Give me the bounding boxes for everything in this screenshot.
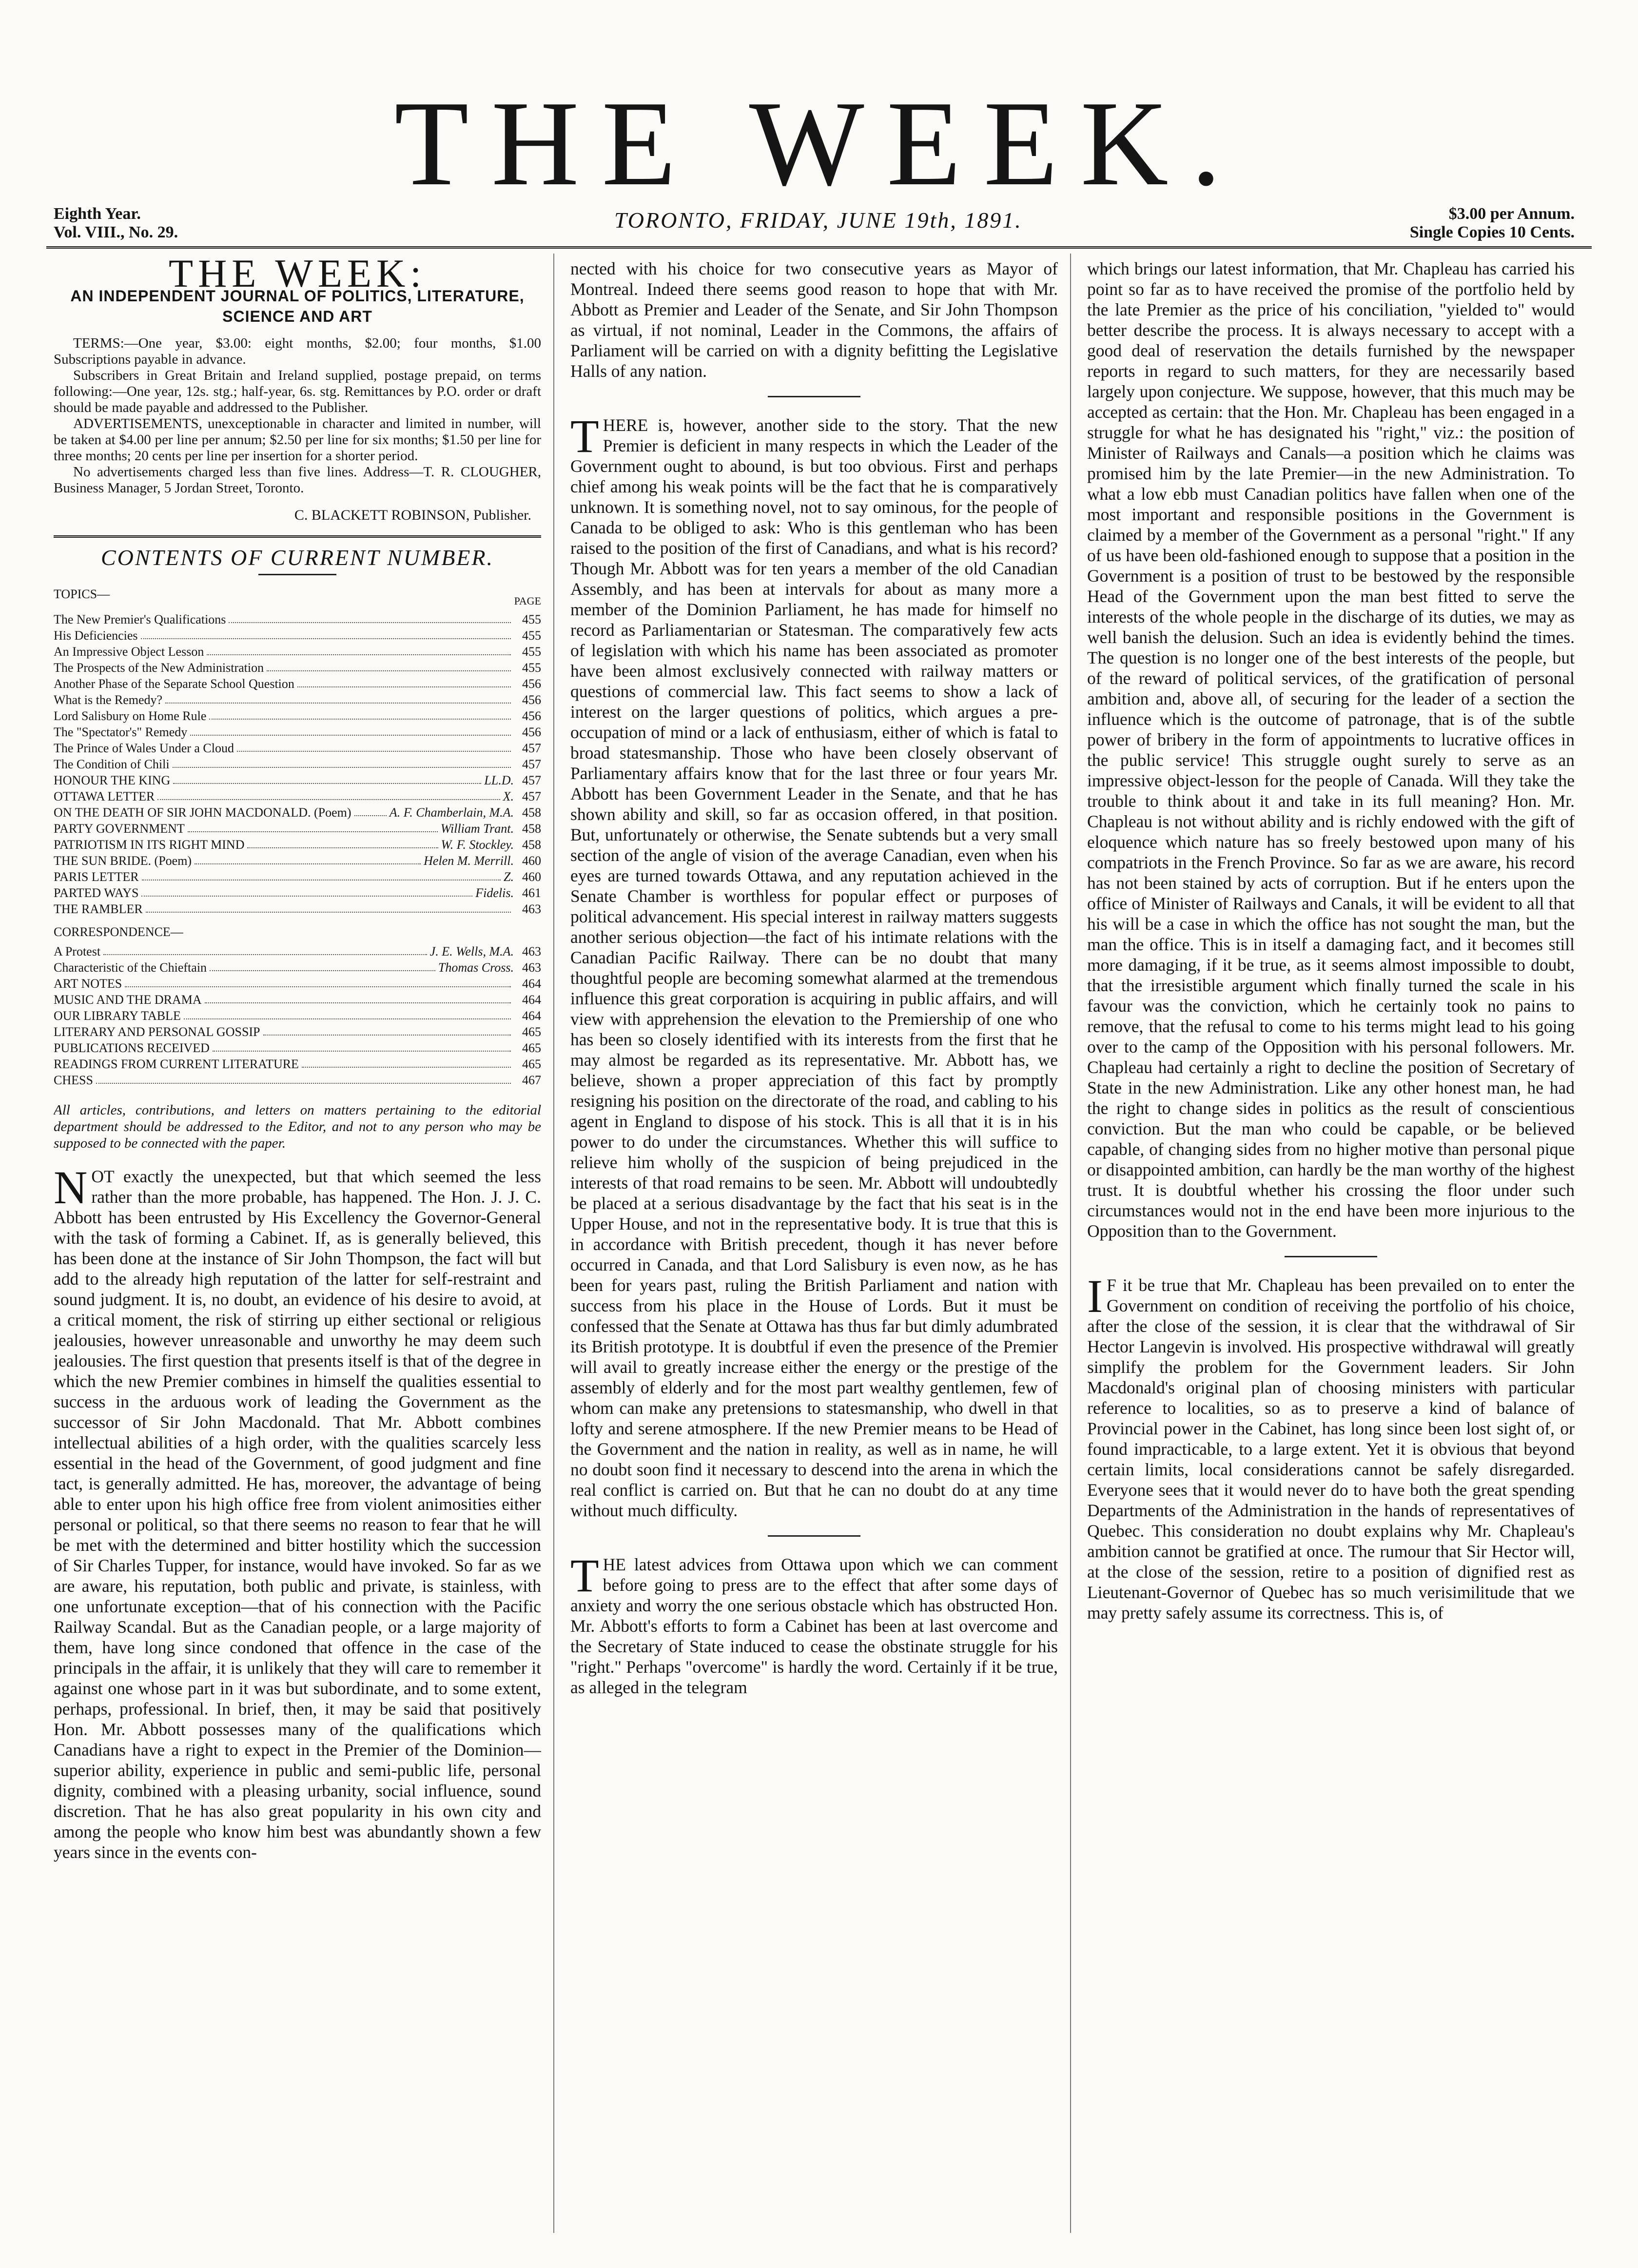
toc-leader-dots	[207, 644, 511, 655]
volume-line: Vol. VIII., No. 29.	[54, 223, 178, 241]
toc-title: Lord Salisbury on Home Rule	[54, 709, 207, 723]
price-line: $3.00 per Annum.	[1448, 205, 1575, 223]
toc-row	[54, 853, 541, 869]
toc-author: Thomas Cross.	[438, 960, 514, 975]
toc-row	[54, 772, 541, 788]
toc-leader-dots	[188, 821, 438, 832]
toc-page-number: 465	[522, 1041, 541, 1055]
terms-block	[54, 335, 541, 496]
article-4-text: F it be true that Mr. Chapleau has been prevailed on to enter the Government on condition of receiving the portfolio of his choice, after the close of the session, it is clear that the withdrawal of Sir Hector Langevin is involved. His prospective withdrawal will greatly simplify the problem for the Government leaders. Sir John Macdonald's original plan of choosing ministers with particular reference to localities, so as to preserve a kind of balance of Provincial power in the Cabinet, has long since been lost sight of, or found impracticable, to a large extent. Yet it is obvious that beyond certain limits, local considerations cannot be safely disregarded. Everyone sees that it would never do to have both the great spending Departments of the Administration in the hands of representatives of Quebec. This consideration no doubt explains why Mr. Chapleau's ambition cannot be gratified at once. The rumour that Sir Hector will, at the close of the session, retire to a position of dignified rest as Lieutenant-Governor of Quebec has so much verisimilitude that we may pretty safely assume its correctness. This is, of	[1087, 1275, 1575, 1623]
toc-page-number: 458	[522, 838, 541, 852]
toc-page-number: 463	[522, 902, 541, 916]
toc-row	[54, 804, 541, 821]
toc-page-number: 463	[522, 944, 541, 958]
foreign-terms-text: Subscribers in Great Britain and Ireland supplied, postage prepaid, on terms following:—One year, 12s. stg.; half-year, 6s. stg. Remittances by P.O. order or draft should be made payable and addressed to the Publisher.	[54, 368, 541, 415]
toc-title: PARIS LETTER	[54, 870, 139, 884]
column-1	[54, 258, 541, 1862]
toc-title: MUSIC AND THE DRAMA	[54, 993, 202, 1007]
article-separator	[768, 396, 860, 397]
toc-title: His Deficiencies	[54, 628, 138, 643]
toc-title: THE SUN BRIDE. (Poem)	[54, 854, 192, 868]
toc-row	[54, 644, 541, 660]
toc-row	[54, 1008, 541, 1024]
toc-page-number: 456	[522, 693, 541, 707]
toc-page-number: 455	[522, 612, 541, 626]
toc-row	[54, 611, 541, 627]
toc-leader-dots	[263, 1024, 511, 1036]
toc-page-number: 465	[522, 1025, 541, 1039]
price-info	[1410, 205, 1575, 242]
toc-row	[54, 1056, 541, 1072]
column-3	[1087, 258, 1575, 1623]
drop-cap: N	[54, 1161, 88, 1213]
advertisements-text: ADVERTISEMENTS, unexceptionable in character and limited in number, will be taken at $4.00 per line per annum; $2.50 per line for six months; $1.50 per line for three months; 20 cents per line per insertion for a shorter period.	[54, 416, 541, 464]
toc-leader-dots	[157, 788, 500, 800]
toc-title: The New Premier's Qualifications	[54, 612, 226, 626]
toc-row	[54, 627, 541, 644]
toc-title: A Protest	[54, 944, 101, 958]
contents-table	[54, 547, 541, 1152]
toc-title: LITERARY AND PERSONAL GOSSIP	[54, 1025, 260, 1039]
article-1-continued: nected with his choice for two consecutive years as Mayor of Montreal. Indeed there seems good reason to hope that with Mr. Abbott as Premier and Leader of the Senate, and Sir John Thompson as virtual, if not nominal, Leader in the Commons, the affairs of Parliament will be carried on with a dignity befitting the Legislative Halls of any nation.	[570, 259, 1058, 381]
toc-row	[54, 1024, 541, 1040]
toc-items-2	[54, 976, 541, 1088]
toc-page-number: 458	[522, 821, 541, 836]
dateline: TORONTO, FRIDAY, JUNE 19th, 1891.	[614, 208, 1022, 233]
toc-author: X.	[503, 789, 514, 803]
toc-row	[54, 821, 541, 837]
toc-page-number: 456	[522, 709, 541, 723]
column-2	[570, 258, 1058, 1698]
toc-title: The Prospects of the New Administration	[54, 661, 264, 675]
toc-title: The "Spectator's" Remedy	[54, 725, 188, 739]
masthead-title: THE WEEK.	[394, 76, 1244, 211]
toc-page-number: 455	[522, 661, 541, 675]
toc-leader-dots	[195, 853, 421, 864]
topics-label: TOPICS—	[54, 587, 110, 601]
toc-title: READINGS FROM CURRENT LITERATURE	[54, 1057, 299, 1071]
year-line: Eighth Year.	[54, 205, 141, 223]
article-separator	[768, 1535, 860, 1537]
toc-page-number: 457	[522, 757, 541, 771]
toc-author: William Trant.	[440, 821, 514, 836]
toc-row	[54, 869, 541, 885]
box-subheading: AN INDEPENDENT JOURNAL OF POLITICS, LITERATURE, SCIENCE AND ART	[70, 287, 525, 325]
toc-row	[54, 959, 541, 976]
page-label: PAGE	[514, 595, 541, 607]
toc-items	[54, 772, 541, 917]
toc-row	[54, 676, 541, 692]
article-2-text: HERE is, however, another side to the story. That the new Premier is deficient in many respects in which the Leader of the Government ought to abound, is but too obvious. First and perhaps chief among his weak points will be the fact that he is comparatively unknown. It is something novel, not to say ominous, for the people of Canada to be obliged to ask: Who is this gentleman who has been raised to the position of the first of Canadians, and what is his record? Though Mr. Abbott was for ten years a member of the old Canadian Assembly, and has been at intervals for about as many more a member of the Dominion Parliament, he has made for himself no record as Parliamentarian or Statesman. The comparatively few acts of legislation with which his name has been associated as promoter have been almost exclusively connected with railway matters or questions of commercial law. This fact seems to show a lack of interest on the larger questions of politics, which argues a pre-occupation of mind or a lack of enthusiasm, either of which is fatal to broad statesmanship. Those who have been closely observant of Parliamentary affairs know that for the last three or four years Mr. Abbott has been Government Leader in the Senate, and that he has shown ability and skill, so far as occasion offered, in that position. But, unfortunately or otherwise, the Senate subtends but a very small section of the angle of vision of the average Canadian, even when his eyes are turned towards Ottawa, and any reputation achieved in the Senate Chamber is worthless for popular effect or purposes of political advancement. His special interest in railway matters suggests another serious objection—the fact of his intimate relations with the Canadian Pacific Railway. There can be no doubt that many thoughtful people are becoming somewhat alarmed at the tremendous influence this great corporation is acquiring in public affairs, and will view with apprehension the elevation to the Premiership of one who has been so closely identified with its interests from the first that he may almost be regarded as its representative. Mr. Abbott has, we believe, shown a proper appreciation of this fact by promptly resigning his position on the directorate of the road, and cabling to his agent in England to dispose of his stock. This is all that it is in his power to do under the circumstances. Whether this will suffice to relieve him wholly of the suspicion of being prejudiced in the interests of that road remains to be seen. Mr. Abbott will undoubtedly be placed at a serious disadvantage by the fact that his seat is in the Upper House, and not in the representative body. It is true that this is in accordance with British precedent, though it has never before occurred in Canada, and that Lord Salisbury is even now, as he has been for years past, ruling the British Parliament and nation with success from his place in the House of Lords. But it must be confessed that the Senate at Ottawa has thus far but dimly adumbrated its British prototype. It is doubtful if even the presence of the Premier will avail to greatly increase either the energy or the prestige of the assembly of elderly and for the most part wealthy gentlemen, few of whom can make any pretensions to statesmanship, who dwell in that lofty and serene atmosphere. If the new Premier means to be Head of the Government and the nation in reality, as well as in name, he will no doubt soon find it necessary to descend into the arena in which the real conflict is carried on. But that he can no doubt do at any time without much difficulty.	[570, 415, 1058, 1520]
toc-leader-dots	[267, 660, 511, 671]
toc-author: J. E. Wells, M.A.	[429, 944, 514, 958]
terms-text: TERMS:—One year, $3.00: eight months, $2.00; four months, $1.00 Subscriptions payable in advance.	[54, 335, 541, 367]
address-text: No advertisements charged less than five lines. Address—T. R. CLOUGHER, Business Manager, 5 Jordan Street, Toronto.	[54, 464, 541, 496]
toc-leader-dots	[190, 724, 511, 736]
toc-page-number: 455	[522, 645, 541, 659]
toc-title: PATRIOTISM IN ITS RIGHT MIND	[54, 838, 245, 852]
toc-row	[54, 885, 541, 901]
toc-title: What is the Remedy?	[54, 693, 163, 707]
toc-author: W. F. Stockley.	[441, 838, 514, 852]
toc-title: An Impressive Object Lesson	[54, 645, 204, 659]
correspondence-label: CORRESPONDENCE—	[54, 925, 183, 939]
article-separator	[1285, 1256, 1377, 1257]
section-rule	[54, 535, 541, 538]
toc-author: Z.	[504, 870, 514, 884]
toc-leader-dots	[141, 885, 472, 897]
toc-row	[54, 1040, 541, 1056]
toc-row	[54, 943, 541, 959]
column-divider	[553, 254, 554, 2233]
drop-cap: T	[570, 1549, 599, 1602]
article-3	[570, 1549, 1058, 1698]
masthead-rule	[46, 246, 1592, 249]
article-4	[1087, 1270, 1575, 1623]
contents-title: CONTENTS OF CURRENT NUMBER.	[101, 545, 494, 570]
toc-leader-dots	[96, 1072, 511, 1084]
toc-author: A. F. Chamberlain, M.A.	[389, 805, 514, 820]
toc-title: PUBLICATIONS RECEIVED	[54, 1041, 210, 1055]
toc-leader-dots	[354, 804, 387, 816]
toc-title: THE RAMBLER	[54, 902, 143, 916]
toc-correspondence	[54, 943, 541, 976]
toc-row	[54, 976, 541, 992]
toc-leader-dots	[209, 708, 511, 720]
toc-page-number: 460	[522, 870, 541, 884]
toc-title: Another Phase of the Separate School Question	[54, 677, 294, 691]
article-1-text: OT exactly the unexpected, but that which seemed the less rather than the more probable, has happened. The Hon. J. J. C. Abbott has been entrusted by His Excellency the Governor-General with the task of forming a Cabinet. If, as is generally believed, this has been done at the instance of Sir John Thompson, the fact will but add to the already high reputation of the latter for self-restraint and sound judgment. It is, no doubt, an evidence of his desire to avoid, at a critical moment, the risk of stirring up either sectional or religious jealousies, however unreasonable and unworthy he may deem such jealousies. The first question that presents itself is that of the degree in which the new Premier combines in himself the qualities essential to success in the arduous work of leading the Government as the successor of Sir John Macdonald. That Mr. Abbott combines intellectual abilities of a high order, with the qualities scarcely less essential in the head of the Government, of good judgment and fine tact, is generally admitted. He has, moreover, the advantage of being able to enter upon his high office free from violent animosities either personal or political, so that there seems no reason to fear that he will be met with the determined and bitter hostility which the succession of Sir Charles Tupper, for instance, would have invoked. So far as we are aware, his reputation, both public and private, is stainless, with one unfortunate exception—that of his connection with the Pacific Railway Scandal. But as the Canadian people, or a large majority of them, have long since condoned that offence in the case of the principals in the affair, it is unlikely that they will care to remember it against one whose part in it was but subordinate, and to some extent, perhaps, professional. In brief, then, it may be said that positively Hon. Mr. Abbott possesses many of the qualifications which Canadians have a right to expect in the Premier of the Dominion—superior ability, experience in public and semi-public life, personal dignity, combined with a pleasing urbanity, social influence, sound discretion. That he has also great popularity in his own city and among the people who know him best was abundantly shown a few years since in the events con-	[54, 1167, 541, 1862]
toc-title: OUR LIBRARY TABLE	[54, 1009, 181, 1023]
subscription-box	[54, 258, 541, 526]
toc-row	[54, 837, 541, 853]
toc-page-number: 456	[522, 677, 541, 691]
drop-cap: I	[1087, 1270, 1103, 1322]
toc-title: Characteristic of the Chieftain	[54, 960, 207, 975]
short-rule	[258, 574, 336, 575]
toc-row	[54, 692, 541, 708]
toc-leader-dots	[297, 676, 511, 687]
toc-title: OTTAWA LETTER	[54, 789, 155, 803]
article-2	[570, 410, 1058, 1521]
copies-line: Single Copies 10 Cents.	[1409, 223, 1575, 241]
toc-page-number: 457	[522, 789, 541, 803]
toc-author: Helen M. Merrill.	[424, 854, 514, 868]
toc-leader-dots	[229, 611, 511, 623]
toc-page-number: 464	[522, 993, 541, 1007]
toc-page-number: 467	[522, 1073, 541, 1087]
toc-leader-dots	[173, 772, 481, 784]
toc-leader-dots	[302, 1056, 511, 1068]
toc-author: LL.D.	[484, 773, 514, 787]
toc-title: ART NOTES	[54, 977, 122, 991]
toc-row	[54, 724, 541, 740]
toc-title: The Prince of Wales Under a Cloud	[54, 741, 234, 755]
toc-leader-dots	[213, 1040, 511, 1052]
toc-leader-dots	[237, 740, 511, 752]
toc-leader-dots	[103, 943, 427, 955]
toc-topics	[54, 611, 541, 772]
article-1	[54, 1161, 541, 1862]
toc-row	[54, 788, 541, 804]
toc-page-number: 457	[522, 773, 541, 787]
toc-leader-dots	[205, 992, 511, 1003]
toc-page-number: 464	[522, 1009, 541, 1023]
toc-leader-dots	[165, 692, 511, 704]
toc-leader-dots	[141, 627, 511, 639]
toc-page-number: 458	[522, 805, 541, 820]
toc-author: Fidelis.	[475, 886, 514, 900]
toc-page-number: 463	[522, 960, 541, 975]
article-3-continued: which brings our latest information, that Mr. Chapleau has carried his point so far as to have received the promise of the portfolio held by the late Premier as the price of his conciliation, "yielded to" would better describe the process. It is always necessary to accept with a good deal of reservation the details furnished by the newspaper reports in regard to such matters, for they are necessarily based largely upon conjecture. We suppose, however, that this much may be accepted as certain: that the Hon. Mr. Chapleau has been engaged in a struggle for what he has designated his "right," viz.: the position of Minister of Railways and Canals—a position which he claims was promised him by the late Premier—in the new Administration. To what a low ebb must Canadian politics have fallen when one of the most important and responsible positions in the Government is claimed by a member of the Government as a personal "right." If any of us have been old-fashioned enough to suppose that a position in the Government is a position of trust to be bestowed by the responsible Head of the Government upon the man best fitted to serve the interests of the whole people in the discharge of its duties, we may as well banish the delusion. Such an idea is evidently behind the times. The question is no longer one of the best interests of the people, but of the reward of political services, of the gratification of personal ambition and, above all, of securing for the leader of a section the influence which is the outcome of patronage, that is of the subtle power of bribery in the form of appointments to lucrative offices in the public service! This struggle ought surely to serve as an impressive object-lesson for the people of Canada. Will they take the trouble to think about it and take in its full meaning? Hon. Mr. Chapleau is not without ability and is richly endowed with the gift of eloquence which nature has so freely bestowed upon many of his compatriots in the French Province. So far as we are aware, his record has not been stained by acts of corruption. But if he enters upon the office of Minister of Railways and Canals, it will be evident to all that his will be a case in which the office has not sought the man, but the man the office. This is in itself a damaging fact, and it becomes still more damaging, if it be true, as it seems almost impossible to doubt, that the irresistible argument which finally turned the scale in his favour was the conviction, which he certainly took no pains to remove, that the refusal to come to his terms might lead to his going over to the camp of the Opposition with his personal followers. Mr. Chapleau had certainly a right to decline the position of Secretary of State in the new Administration. Like any other honest man, he had the right to change sides in politics as the result of conscientious conviction. But the man who could be capable, or be believed capable, of changing sides from no higher motive than personal pique or disappointed ambition, can hardly be the man worthy of the highest trust. It is doubtful whether his crossing the floor under such circumstances would not in the end have been more injurious to the Opposition than to the Government.	[1087, 259, 1575, 1241]
toc-title: CHESS	[54, 1073, 93, 1087]
toc-row	[54, 708, 541, 724]
toc-leader-dots	[184, 1008, 511, 1019]
toc-title: PARTY GOVERNMENT	[54, 821, 185, 836]
toc-page-number: 465	[522, 1057, 541, 1071]
toc-page-number: 457	[522, 741, 541, 755]
toc-row	[54, 992, 541, 1008]
toc-row	[54, 660, 541, 676]
toc-page-number: 461	[522, 886, 541, 900]
toc-leader-dots	[210, 959, 435, 971]
toc-page-number: 464	[522, 977, 541, 991]
toc-row	[54, 740, 541, 756]
toc-title: HONOUR THE KING	[54, 773, 171, 787]
toc-leader-dots	[142, 869, 501, 880]
toc-leader-dots	[173, 756, 511, 768]
toc-page-number: 456	[522, 725, 541, 739]
toc-row	[54, 756, 541, 772]
toc-row	[54, 901, 541, 917]
toc-page-number: 460	[522, 854, 541, 868]
column-divider	[1070, 254, 1071, 2233]
article-3-text: HE latest advices from Ottawa upon which we can comment before going to press are to the effect that after some days of anxiety and worry the one serious obstacle which has obstructed Hon. Mr. Abbott's efforts to form a Cabinet has been at last overcome and the Secretary of State induced to cease the obstinate struggle for his "right." Perhaps "overcome" is hardly the word. Certainly if it be true, as alleged in the telegram	[570, 1555, 1058, 1697]
toc-row	[54, 1072, 541, 1088]
publisher-line: C. BLACKETT ROBINSON, Publisher.	[294, 507, 531, 523]
issue-info	[54, 205, 178, 242]
toc-title: PARTED WAYS	[54, 886, 139, 900]
toc-leader-dots	[146, 901, 511, 913]
box-heading: THE WEEK:	[169, 258, 426, 295]
toc-title: ON THE DEATH OF SIR JOHN MACDONALD. (Poem)	[54, 805, 351, 820]
toc-title: The Condition of Chili	[54, 757, 170, 771]
toc-leader-dots	[247, 837, 438, 848]
toc-leader-dots	[125, 976, 511, 987]
editorial-notice: All articles, contributions, and letters on matters pertaining to the editorial department should be addressed to the Editor, and not to any person who may be supposed to be connected with the paper.	[54, 1102, 541, 1151]
drop-cap: T	[570, 410, 599, 462]
toc-page-number: 455	[522, 628, 541, 643]
